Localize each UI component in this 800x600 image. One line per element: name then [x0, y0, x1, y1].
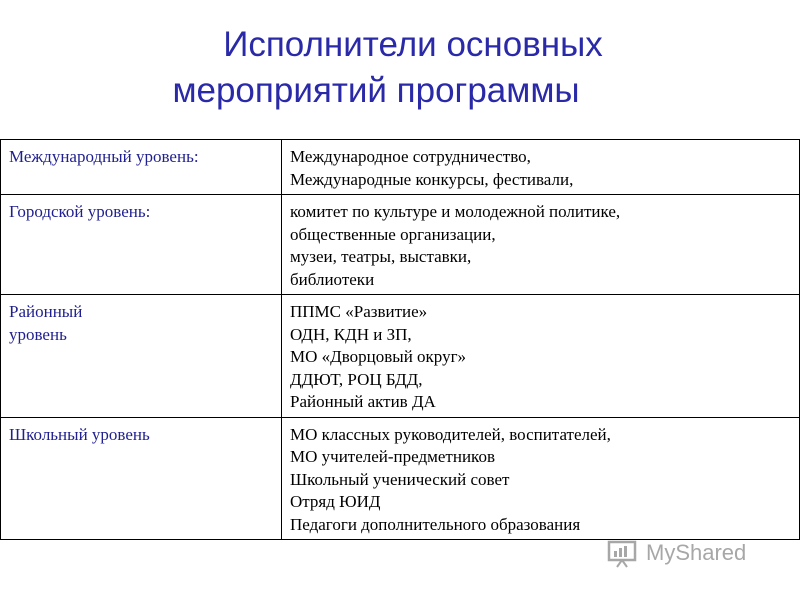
level-cell: [1, 417, 282, 540]
slide-title: [0, 22, 800, 114]
detail-text: Международные конкурсы, фестивали,: [290, 169, 574, 189]
level-cell: [1, 295, 282, 418]
presentation-icon: [606, 538, 640, 568]
level-text: уровень: [9, 324, 67, 344]
detail-cell: [282, 195, 800, 295]
level-cell: [1, 195, 282, 295]
detail-text: общественные организации,: [290, 224, 496, 244]
detail-text: Международное сотрудничество,: [290, 147, 531, 166]
detail-cell: [282, 140, 800, 195]
detail-text: Педагоги дополнительного образования: [290, 514, 581, 534]
detail-text: комитет по культуре и молодежной политике,: [290, 202, 621, 221]
detail-cell: [282, 295, 800, 418]
detail-text: МО классных руководителей, воспитателей,: [290, 424, 611, 444]
detail-text: МО учителей-предметников: [290, 447, 495, 466]
table-row: [1, 140, 800, 195]
detail-text: ДДЮТ, РОЦ БДД,: [290, 369, 423, 389]
table-row: [1, 195, 800, 295]
watermark: [606, 538, 746, 568]
detail-text: музеи, театры, выставки,: [290, 247, 472, 266]
watermark-text: MyShared: [646, 540, 747, 565]
executors-table: [0, 139, 800, 540]
detail-text: Школьный ученический совет: [290, 469, 510, 489]
table-row: [1, 295, 800, 418]
level-text: Международный уровень:: [9, 147, 199, 166]
detail-text: ППМС «Развитие»: [290, 302, 428, 321]
detail-text: Районный актив ДА: [290, 392, 436, 411]
detail-text: библиотеки: [290, 269, 375, 289]
level-cell: [1, 140, 282, 195]
slide-title-line-1: Исполнители основных: [223, 25, 603, 64]
level-text: Городской уровень:: [9, 202, 151, 221]
level-text: Районный: [9, 302, 83, 321]
detail-cell: [282, 417, 800, 540]
slide-title-line-2: мероприятий программы: [172, 71, 580, 110]
detail-text: Отряд ЮИД: [290, 492, 381, 511]
detail-text: ОДН, КДН и ЗП,: [290, 324, 412, 344]
detail-text: МО «Дворцовый округ»: [290, 347, 467, 366]
level-text: Школьный уровень: [9, 424, 150, 444]
table-row: [1, 417, 800, 540]
